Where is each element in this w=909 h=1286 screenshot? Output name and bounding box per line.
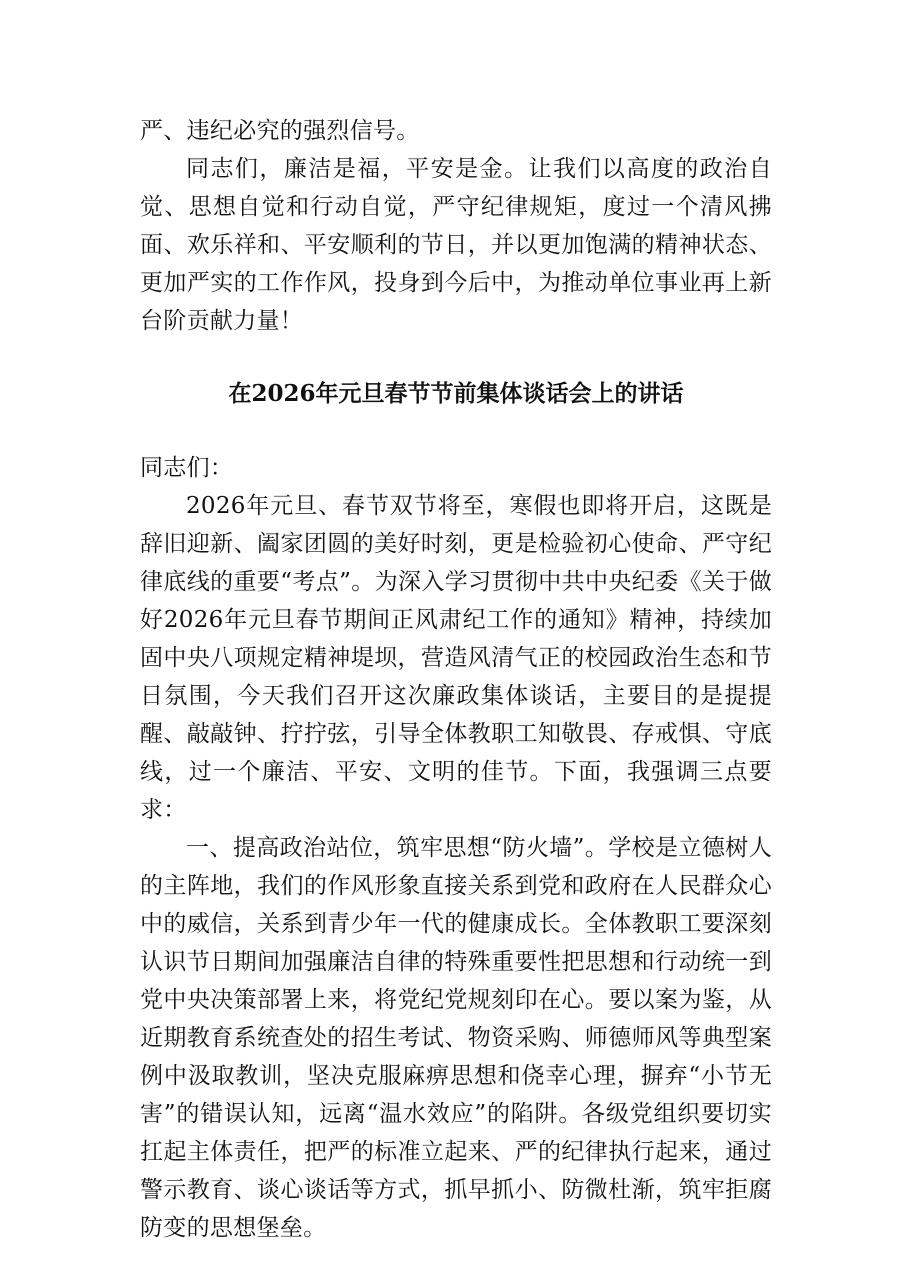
speech-body xyxy=(140,449,772,1247)
salutation: 同志们： xyxy=(140,455,234,481)
speech-paragraph-intro: 2026年元旦、春节双节将至，寒假也即将开启，这既是辞旧迎新、阖家团圆的美好时刻，更是检验初心使命、严守纪律底线的重要“考点”。为深入学习贯彻中共中央纪委《关于做好2026年元旦春节期间正风肃纪工作的通知》精神，持续加固中央八项规定精神堤坝，营造风清气正的校园政治生态和节日氛围，今天我们召开这次廉政集体谈话，主要目的是提提醒、敲敲钟、拧拧弦，引导全体教职工知敬畏、存戒惧、守底线，过一个廉洁、平安、文明的佳节。下面，我强调三点要求： xyxy=(140,493,772,823)
closing-paragraph: 同志们，廉洁是福，平安是金。让我们以高度的政治自觉、思想自觉和行动自觉，严守纪律规矩，度过一个清风拂面、欢乐祥和、平安顺利的节日，并以更加饱满的精神状态、更加严实的工作作风，投身到今后中，为推动单位事业再上新台阶贡献力量！ xyxy=(140,156,772,334)
speech-title: 在2026年元旦春节节前集体谈话会上的讲话 xyxy=(228,380,684,407)
previous-paragraph-tail: 严、违纪必究的强烈信号。 xyxy=(140,118,420,144)
previous-section-text xyxy=(140,112,772,340)
speech-paragraph-point-one: 一、提高政治站位，筑牢思想“防火墙”。学校是立德树人的主阵地，我们的作风形象直接关系到党和政府在人民群众心中的威信，关系到青少年一代的健康成长。全体教职工要深刻认识节日期间加强廉洁自律的特殊重要性把思想和行动统一到党中央决策部署上来，将党纪党规刻印在心。要以案为鉴，从近期教育系统查处的招生考试、物资采购、师德师风等典型案例中汲取教训，坚决克服麻痹思想和侥幸心理，摒弃“小节无害”的错误认知，远离“温水效应”的陷阱。各级党组织要切实扛起主体责任，把严的标准立起来、严的纪律执行起来，通过警示教育、谈心谈话等方式，抓早抓小、防微杜渐，筑牢拒腐防变的思想堡垒。 xyxy=(140,835,772,1241)
